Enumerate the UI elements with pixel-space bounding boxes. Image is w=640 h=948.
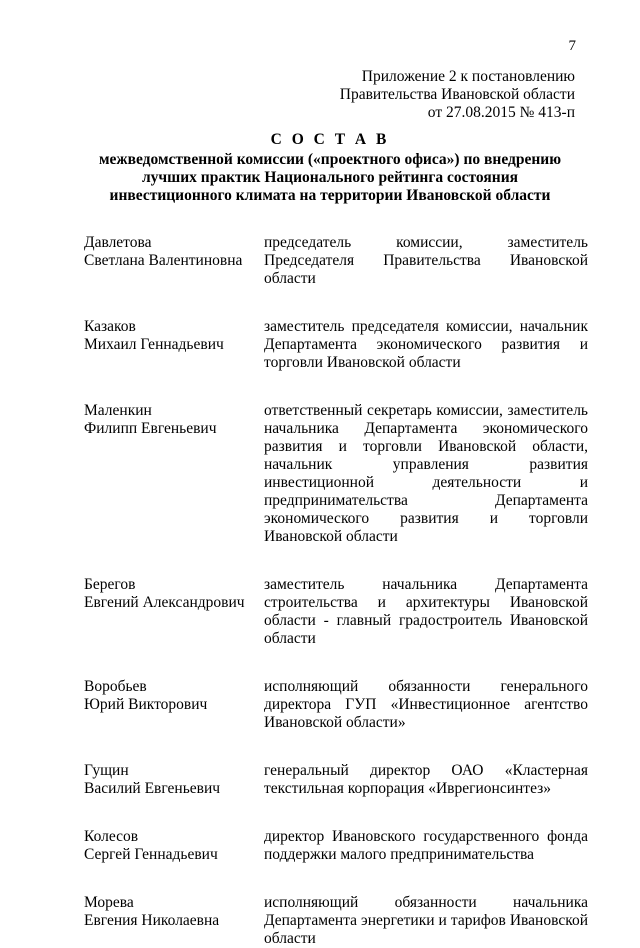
member-role: ответственный секретарь комиссии, заместитель начальника Департамента экономического развития и торговли Ивановской области, начальник управления развития инвестиционной деятельности и предпринимательства Департамента экономического развития и торговли Ивановской области bbox=[264, 402, 588, 545]
member-role: председатель комиссии, заместитель Председателя Правительства Ивановской области bbox=[264, 234, 588, 287]
member-given-name: Евгений Александрович bbox=[84, 594, 245, 611]
title-line-1: межведомственной комиссии («проектного офиса») по внедрению bbox=[98, 151, 562, 168]
member-name bbox=[84, 318, 264, 372]
member-entry bbox=[84, 402, 588, 546]
member-name bbox=[84, 678, 264, 732]
member-surname: Казаков bbox=[84, 318, 136, 335]
title-heading: С О С Т А В bbox=[270, 131, 390, 148]
member-role: генеральный директор ОАО «Кластерная текстильная корпорация «Иврегионсинтез» bbox=[264, 762, 588, 797]
member-given-name: Светлана Валентиновна bbox=[84, 252, 243, 269]
member-name bbox=[84, 402, 264, 546]
member-role: директор Ивановского государственного фонда поддержки малого предпринимательства bbox=[264, 828, 588, 863]
member-given-name: Евгения Николаевна bbox=[84, 912, 220, 929]
member-name bbox=[84, 576, 264, 648]
member-given-name: Юрий Викторович bbox=[84, 696, 208, 713]
member-given-name: Сергей Геннадьевич bbox=[84, 846, 218, 863]
member-entry bbox=[84, 318, 588, 372]
member-role: заместитель начальника Департамента строительства и архитектуры Ивановской области - главный градостроитель Ивановской области bbox=[264, 576, 588, 647]
member-role: исполняющий обязанности начальника Департамента энергетики и тарифов Ивановской области bbox=[264, 894, 588, 947]
member-entry bbox=[84, 678, 588, 732]
title-line-2: лучших практик Национального рейтинга состояния bbox=[141, 169, 519, 186]
member-given-name: Василий Евгеньевич bbox=[84, 780, 221, 797]
members-list bbox=[84, 234, 588, 948]
member-surname: Гущин bbox=[84, 762, 129, 779]
member-entry bbox=[84, 762, 588, 798]
member-entry bbox=[84, 894, 588, 948]
member-surname: Давлетова bbox=[84, 234, 152, 251]
member-name bbox=[84, 894, 264, 948]
approval-block bbox=[275, 68, 575, 122]
member-entry bbox=[84, 234, 588, 288]
page-number: 7 bbox=[568, 38, 576, 54]
member-surname: Маленкин bbox=[84, 402, 152, 419]
member-surname: Берегов bbox=[84, 576, 136, 593]
member-name bbox=[84, 234, 264, 288]
member-name bbox=[84, 828, 264, 864]
approval-line-2: Правительства Ивановской области bbox=[339, 86, 575, 103]
member-given-name: Михаил Геннадьевич bbox=[84, 336, 224, 353]
member-given-name: Филипп Евгеньевич bbox=[84, 420, 217, 437]
document-title bbox=[80, 131, 580, 205]
member-entry bbox=[84, 576, 588, 648]
member-surname: Морева bbox=[84, 894, 134, 911]
member-entry bbox=[84, 828, 588, 864]
member-surname: Воробьев bbox=[84, 678, 147, 695]
member-role: исполняющий обязанности генерального директора ГУП «Инвестиционное агентство Ивановской области» bbox=[264, 678, 588, 731]
member-surname: Колесов bbox=[84, 828, 139, 845]
title-line-3: инвестиционного климата на территории Ивановской области bbox=[109, 187, 551, 204]
approval-line-1: Приложение 2 к постановлению bbox=[361, 68, 575, 85]
approval-line-3: от 27.08.2015 № 413-п bbox=[427, 104, 575, 121]
member-name bbox=[84, 762, 264, 798]
member-role: заместитель председателя комиссии, начальник Департамента экономического развития и торговли Ивановской области bbox=[264, 318, 588, 371]
